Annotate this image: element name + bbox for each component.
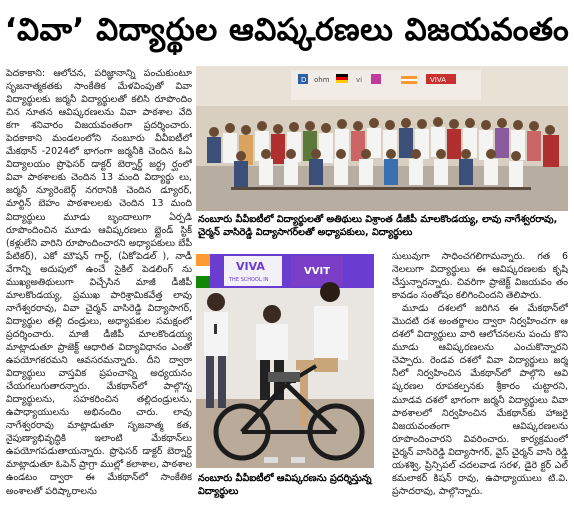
group-photo-image (196, 66, 568, 211)
article-paragraph: పెదకాకాని: ఆలోచన, పరిజ్ఞానాన్ని పంచుకుంటూ సృజనాత్మకతకు సాంకేతిక మేళవింపుతో వివా విద్యార్థులకు జర్మనీ విద్యార్థులతో కలిసి రూపొందిం చిన నూతన ఆవిష్కరణలను వివా పాఠశాల వేది కగా శనివారం విజయవంతంగా ప్రదర్శించారు. పెదకాకాని మండలంలోని నంబూరు వీవీఐటీలో మేకథాన్ -2024లో భాగంగా జర్మనీకి చెందిన ఓఏ విద్యాలయం ప్రొఫెసర్ డాక్టర్ బెర్నార్డ్ జర్ట్ర ర్ఘంలో వివా పాఠశాలకు చెందిన 13 మంది విద్యార్థు లు, జర్మనీ న్యూరెంబెర్గ్ నగరానికి చెందిన డ్యూరర్, మార్టిన్ బెహం పాఠశాలలకు చెందిన 13 మంది విద్యార్థులు మూడు బృందాలుగా ఏర్పడి రూపొందించిన మూడు ఆవిష్కరణలు బ్లైండ్ స్టిక్ (కళ్లులేని వారిని రూపొందించారని అధ్యాపకులు బేపీ పేటికర్), ఎకో మౌషన్ గార్డ్, (ఏకోపెడల్ ), నాడీ వేగాన్ని అదుపులో ఉంచే సైకిల్ పెడలింగ్ ను ముఖ్యఅతిథులుగా విచ్చేసిన మాజీ డీజీపీ మాలకొండయ్య, ప్రముఖ పారిశ్రామికవేత్త లావు నాగేశ్వరరావు, వివా చైర్మన్ వాసిరెడ్డి విద్యాసాగర్, విద్యార్థుల తల్లి దండ్రులు, అధ్యాపకుల సమక్షంలో ప్రదర్శించారు. మాజీ డీజీపీ మాలకొండయ్య మాట్లాడుతూ ప్రాజెక్ట్ ఆధారిత విద్యావిధానం ఎంతో ఉపయోగకరమని ఆవసరమన్నారు. దీని ద్వారా విద్యార్థులు వాస్తవిక ప్రపంచాన్ని అధ్యయనం చేయగలుగుతారన్నారు. మేకథాన్‌లో పాల్గొన్న విద్యార్థులను, సహకరించిన తల్లిదండ్రులను, ఉపాధ్యాయులను అభినందిం చారు. లావు నాగేశ్వరరావు మాట్లాడుతూ సృజనాత్మ కత, నైపుణ్యాభివృద్ధికి ఇలాంటి మేకథాన్‌లు ఉపయోగపడుతాయన్నారు. ప్రొఫెసర్ డాక్టర్ బెర్నార్డ్ మాట్లాడుతూ ఓపెన్ ప్రాగ్రా ముల్లో కలాశాల, పాఠశాల ఉండటం ద్వారా ఈ మేకథాన్‌లో సాంకేతిక అంశాలతో పరిష్కారాలను (6, 68, 192, 497)
demo-photo-caption: నంబూరు వీవీఐటీలో ఆవిష్కరణను ప్రదర్శిస్తున్న విద్యార్థులు (198, 473, 372, 497)
article-paragraph: సులువుగా సాధించగలిగామన్నారు. గత 6 నెలలుగా విద్యార్థులు ఈ ఆవిష్కరణలకు కృషి చేస్తున్నారన్నారు. చివరిగా ప్రాజెక్ట్ విజయవం తం కావడం సంతోషం కలిగించిందని తెలిపారు. (392, 251, 568, 302)
article-column-left (6, 67, 192, 515)
demo-photo-image (196, 254, 374, 468)
group-photo (196, 66, 568, 211)
group-photo-caption: నంబూరు వీవీఐటీలో విద్యార్థులతో అతిథులు విశ్రాంత డీజీపీ మాలకొండయ్య, లావు నాగేశ్వరరావు, చైర్మన్ వాసిరెడ్డి విద్యాసాగర్‌లతో అధ్యాపకులు, విద్యార్థులు (198, 214, 558, 238)
svg-text:VVIT: VVIT (304, 266, 331, 277)
svg-text:VIVA: VIVA (236, 260, 265, 273)
svg-text:vi: vi (356, 76, 363, 84)
article-column-right (392, 250, 568, 515)
svg-text:D: D (301, 76, 307, 84)
svg-text:VIVA: VIVA (430, 76, 446, 84)
article-paragraph: మూడు దశలలో జరిగిన ఈ మేకథాన్‌లో మొదటి దశ అంతర్జాలం ద్వారా నిర్వహించగా ఆ దశలో విద్యార్థులు వారి ఆలోచనలను పంచు కొని మూడు ఆవిష్కరణలను ఎంచుకొన్నారని చెప్పారు. రెండవ దశలో వివా విద్యార్థులు జర్మ నీలో నిర్వహించిన మేకథాన్‌లో పాల్గొని ఆవి ష్కరణల రూపకల్పనకు శ్రీకారం చుట్టారని, మూడవ దశలో భాగంగా జర్మనీ విద్యార్థులు వివా పాఠశాలలో నిర్వహించిన మేకథాన్‌కు హాజరై విజయవంతంగా ఆవిష్కరణలను రూపొందించారని వివరించారు. కార్యక్రమంలో చైర్మన్ వాసిరెడ్డి విద్యాసాగర్, వైస్ చైర్మన్ వాసి రెడ్డి యశశ్వి, ప్రిన్సిపల్ చదలవాడ సరళ, డైరె క్టర్ ఎల్ కమలాకర్ కిషన్ రావు, ఉపాధ్యాయులు టి.వి. ప్రసాదరావు, పాల్గొన్నారు. (392, 303, 568, 497)
svg-text:THE SCHOOL IN: THE SCHOOL IN (229, 277, 269, 283)
headline: ‘వివా’ విద్యార్థుల ఆవిష్కరణలు విజయవంతం (4, 11, 570, 48)
svg-text:ohm: ohm (314, 76, 330, 84)
demo-photo (196, 254, 374, 468)
